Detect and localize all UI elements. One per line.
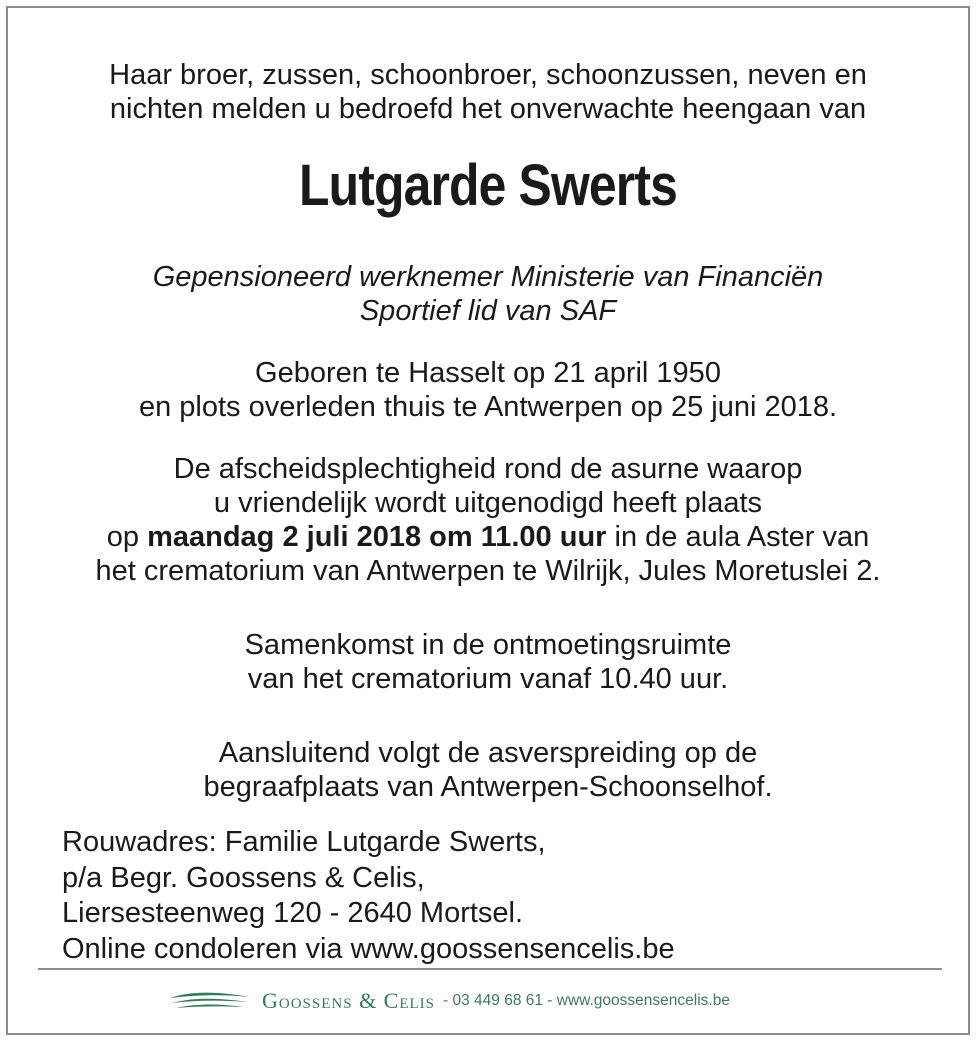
intro-line-2: nichten melden u bedroefd het onverwachte heengaan van: [109, 93, 867, 125]
mourning-address: [62, 825, 675, 967]
obituary-card: [6, 6, 970, 1035]
birth-line: Geboren te Hasselt op 21 april 1950: [255, 357, 721, 389]
ceremony-pre: op: [106, 521, 140, 553]
ceremony-line-3: [8, 520, 968, 554]
ceremony-line-2: u vriendelijk wordt uitgenodigd heeft plaats: [213, 487, 763, 519]
life-dates: [8, 356, 968, 424]
ceremony-post: in de aula Aster van: [614, 521, 870, 553]
ceremony-text: [8, 452, 968, 588]
scattering-text: [8, 736, 968, 804]
scattering-line-1: Aansluitend volgt de asverspreiding op de: [218, 737, 758, 769]
funeral-home-contact: - 03 449 68 61 - www.goossensencelis.be: [443, 992, 730, 1009]
roles-text: [8, 260, 968, 328]
gathering-text: [8, 628, 968, 696]
funeral-home-footer: [168, 984, 968, 1018]
address-line-2: p/a Begr. Goossens & Celis,: [62, 861, 425, 894]
address-line-4: Online condoleren via www.goossensencelis.be: [62, 932, 675, 965]
role-line-2: Sportief lid van SAF: [359, 295, 617, 327]
ceremony-line-4: het crematorium van Antwerpen te Wilrijk, Jules Moretuslei 2.: [95, 555, 881, 587]
footer-divider: [38, 968, 942, 970]
address-line-1: Rouwadres: Familie Lutgarde Swerts,: [62, 826, 546, 858]
intro-text: [8, 58, 968, 126]
gathering-line-1: Samenkomst in de ontmoetingsruimte: [244, 629, 732, 661]
role-line-1: Gepensioneerd werknemer Ministerie van Financiën: [152, 261, 824, 293]
ceremony-line-1: De afscheidsplechtigheid rond de asurne waarop: [173, 453, 803, 485]
scattering-line-2: begraafplaats van Antwerpen-Schoonselhof.: [203, 771, 773, 803]
funeral-home-name: Goossens & Celis: [262, 988, 436, 1013]
death-line: en plots overleden thuis te Antwerpen op 25 juni 2018.: [138, 391, 838, 423]
ceremony-datetime: maandag 2 juli 2018 om 11.00 uur: [147, 521, 607, 553]
intro-line-1: Haar broer, zussen, schoonbroer, schoonzussen, neven en: [109, 59, 867, 91]
green-waves-logo-icon: [168, 989, 252, 1013]
deceased-name: Lutgarde Swerts: [299, 153, 677, 218]
address-line-3: Liersesteenweg 120 - 2640 Mortsel.: [62, 897, 524, 929]
gathering-line-2: van het crematorium vanaf 10.40 uur.: [247, 663, 729, 695]
